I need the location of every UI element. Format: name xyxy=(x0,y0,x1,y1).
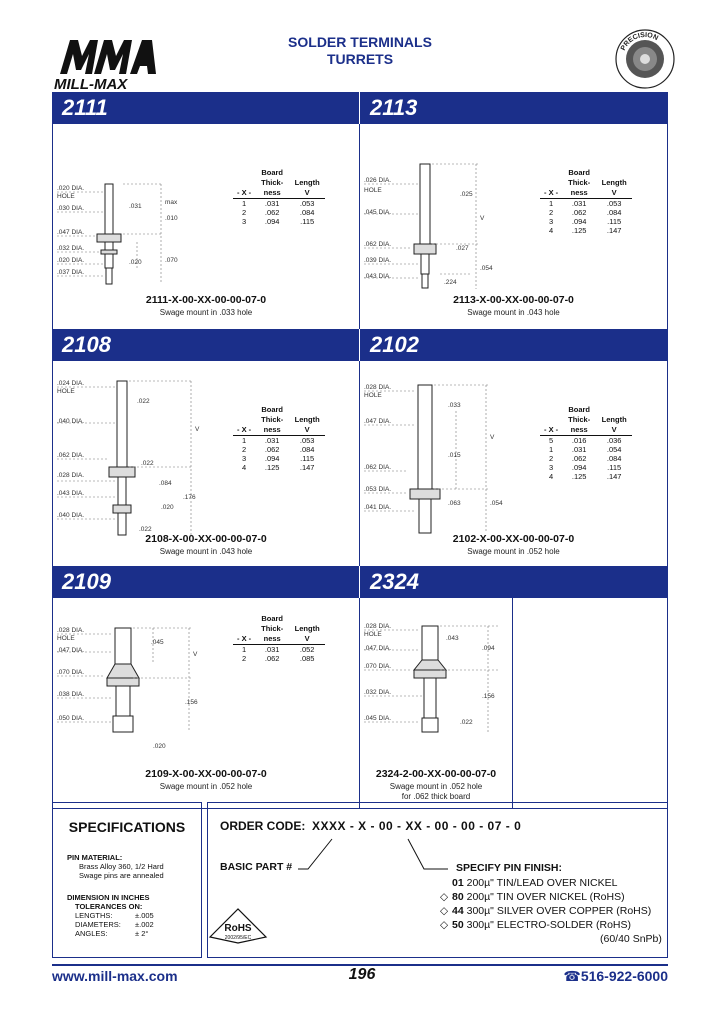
spec-table-2111 xyxy=(233,168,325,226)
panel-2109 xyxy=(53,598,360,808)
specifications-title: SPECIFICATIONS xyxy=(68,819,186,835)
panel-2113 xyxy=(360,124,667,329)
order-code-box xyxy=(207,802,668,958)
dim-2108-10: .022 xyxy=(141,460,154,467)
pin-mid-2111 xyxy=(105,242,113,268)
title-line-2: TURRETS xyxy=(326,51,394,67)
dim-2113-11: .224 xyxy=(444,279,457,286)
dim-2111-2: HOLE xyxy=(57,193,75,200)
part-number-2113: 2113-X-00-XX-00-00-07-0 xyxy=(453,294,574,306)
pin-tail-2108 xyxy=(118,513,126,535)
note-2108: Swage mount in .043 hole xyxy=(159,547,253,556)
finish-44: ◇ 44 300µ" SILVER OVER COPPER (RoHS) xyxy=(440,905,652,917)
pin-mid-2113 xyxy=(421,254,429,274)
dim-2108-12: .176 xyxy=(183,494,196,501)
drawing-2324 xyxy=(360,598,510,773)
table-row: 2 .062 .085 xyxy=(242,654,315,663)
pin-top-2324 xyxy=(422,626,438,660)
rohs-label: RoHS xyxy=(224,923,252,934)
part-number-2111: 2111-X-00-XX-00-00-07-0 xyxy=(145,294,267,306)
pin-collar-2111 xyxy=(101,250,117,254)
dim-2324-8: .094 xyxy=(482,645,495,652)
dim-2108-3: .040 DIA. xyxy=(57,418,85,425)
drawing-2111 xyxy=(53,124,203,299)
dim-2324-9: .156 xyxy=(482,693,495,700)
dim-2109-7: .045 xyxy=(151,639,164,646)
seal-text: PRECISION xyxy=(619,31,660,52)
dim-2102-11: .054 xyxy=(490,500,503,507)
drawing-2109 xyxy=(53,598,213,773)
dim-2109-3: .047 DIA. xyxy=(57,647,85,654)
table-row: 2 .062 .084 xyxy=(242,208,315,217)
rohs-sub: 2002/95/EC xyxy=(224,935,252,941)
dim-2113-9: .027 xyxy=(456,245,469,252)
row-1 xyxy=(52,124,668,329)
pin-tail-2102 xyxy=(419,499,431,533)
dim-2109-8: V xyxy=(193,651,198,658)
dim-2108-1: .024 DIA. xyxy=(57,380,85,387)
dim-2109-2: HOLE xyxy=(57,635,75,642)
note-2113: Swage mount in .043 hole xyxy=(467,308,560,317)
pin-material: Brass Alloy 360, 1/2 Hard xyxy=(79,862,164,871)
note2-2324: for .062 thick board xyxy=(401,792,471,801)
basic-part-label: BASIC PART # xyxy=(220,861,293,873)
panel-2111 xyxy=(53,124,360,329)
page-number: 196 xyxy=(348,966,376,983)
spec-table-2108: - X - Board Thick- ness Length V 1 .031 .053 2 .062 .084 3 .094 .115 4 .125 .147 xyxy=(233,405,325,472)
dimension-label: DIMENSION IN INCHES xyxy=(67,893,150,902)
dim-2113-5: .039 DIA. xyxy=(364,257,392,264)
dim-2111-6: .020 DIA. xyxy=(57,257,85,264)
note-2102: Swage mount in .052 hole xyxy=(467,547,560,556)
note-2324: Swage mount in .052 hole xyxy=(389,782,483,791)
order-code-label: ORDER CODE: xyxy=(220,819,306,833)
pin-collar-2108 xyxy=(113,505,131,513)
drawing-2102 xyxy=(360,361,520,536)
part-number-2108: 2108-X-00-XX-00-00-07-0 xyxy=(145,533,267,545)
pin-flange-2109 xyxy=(107,678,139,686)
dim-2111-7: .037 DIA. xyxy=(57,269,85,276)
table-row: 4 .125 .147 xyxy=(549,472,622,481)
tol-value-1: ±.005 xyxy=(135,911,154,920)
th-x: - X - xyxy=(233,168,255,199)
tol-label-2: DIAMETERS: xyxy=(75,920,121,929)
dim-2102-4: .062 DIA. xyxy=(364,464,392,471)
pin-flange-2111 xyxy=(97,234,121,242)
dim-2102-7: .033 xyxy=(448,402,461,409)
pin-tail-2324 xyxy=(422,718,438,732)
drawing-2113 xyxy=(360,124,520,299)
dim-2108-14: .022 xyxy=(139,526,152,533)
dim-2111-1: .020 DIA. xyxy=(57,185,85,192)
pin-top-2108 xyxy=(117,381,127,467)
row-2 xyxy=(52,361,668,566)
row-3 xyxy=(52,598,668,809)
panel-2108 xyxy=(53,361,360,566)
dim-2108-9: V xyxy=(195,426,200,433)
table-row: 1 .031 .053 xyxy=(242,436,315,445)
footer-phone: ☎516-922-6000 xyxy=(563,968,668,984)
specify-finish-label: SPECIFY PIN FINISH: xyxy=(456,862,562,874)
footer-url-link[interactable]: www.mill-max.com xyxy=(52,968,178,984)
dim-2108-7: .040 DIA. xyxy=(57,512,85,519)
title-2108: 2108 xyxy=(52,329,360,361)
pin-mid-2108 xyxy=(118,477,126,505)
part-number-2102: 2102-X-00-XX-00-00-07-0 xyxy=(452,533,575,545)
tol-label-3: ANGLES: xyxy=(75,929,108,938)
finish-80: ◇ 80 200µ" TIN OVER NICKEL (RoHS) xyxy=(440,891,625,903)
precision-seal-icon xyxy=(614,28,676,90)
dim-2113-3: .045 DIA. xyxy=(364,209,392,216)
pin-mid-2324 xyxy=(424,678,436,718)
dim-2108-2: HOLE xyxy=(57,388,75,395)
dim-2113-1: .026 DIA. xyxy=(364,177,392,184)
finish-01: 01 200µ" TIN/LEAD OVER NICKEL xyxy=(452,877,618,889)
dim-2113-10: .054 xyxy=(480,265,493,272)
table-row: 3 .094 .115 xyxy=(549,463,622,472)
band-row-1 xyxy=(52,92,668,124)
dim-2111-3: .030 DIA. xyxy=(57,205,85,212)
th-board: Board Thick- ness xyxy=(255,168,289,199)
dim-2102-5: .053 DIA. xyxy=(364,486,392,493)
dim-2109-1: .028 DIA. xyxy=(57,627,85,634)
dim-2324-5: .032 DIA. xyxy=(364,689,392,696)
dim-2113-6: .043 DIA. xyxy=(364,273,392,280)
dim-2324-7: .043 xyxy=(446,635,459,642)
specifications-box xyxy=(52,802,202,958)
pin-mid-2109 xyxy=(116,686,130,716)
dim-2109-6: .050 DIA. xyxy=(57,715,85,722)
pin-top-2113 xyxy=(420,164,430,244)
panel-2102 xyxy=(360,361,667,566)
dim-2111-4: .047 DIA. xyxy=(57,229,85,236)
dim-2108-8: .022 xyxy=(137,398,150,405)
dim-2111-5: .032 DIA. xyxy=(57,245,85,252)
product-grid xyxy=(52,92,668,809)
finish-note: (60/40 SnPb) xyxy=(600,933,662,945)
mill-max-logo xyxy=(52,34,162,92)
dim-2111-10: .010 xyxy=(165,215,178,222)
table-row: 2 .062 .084 xyxy=(549,208,622,217)
pin-flange-2108 xyxy=(109,467,135,477)
dim-2113-4: .062 DIA. xyxy=(364,241,392,248)
note-2111: Swage mount in .033 hole xyxy=(159,308,253,317)
finish-marker: ◇ xyxy=(440,905,449,917)
panel-2324-divider xyxy=(512,598,513,808)
dim-2324-4: .070 DIA. xyxy=(364,663,392,670)
title-line-1: SOLDER TERMINALS xyxy=(288,34,432,50)
table-row: 2 .062 .084 xyxy=(242,445,315,454)
table-row: 1 .031 .052 xyxy=(242,645,315,654)
dim-2113-2: HOLE xyxy=(364,187,382,194)
band-row-2 xyxy=(52,329,668,361)
dim-2109-9: .156 xyxy=(185,699,198,706)
drawing-2108 xyxy=(53,361,213,536)
dim-2324-1: .028 DIA. xyxy=(364,623,392,630)
dim-2102-8: V xyxy=(490,434,495,441)
table-row: 5 .016 .036 xyxy=(549,436,622,445)
table-row: 4 .125 .147 xyxy=(242,463,315,472)
table-row: 1 .031 .053 xyxy=(549,199,622,208)
pin-flange-2113 xyxy=(414,244,436,254)
pin-material-label: PIN MATERIAL: xyxy=(67,853,123,862)
dim-2102-3: .047 DIA. xyxy=(364,418,392,425)
table-row: 1 .031 .053 xyxy=(242,199,315,208)
table-row: 4 .125 .147 xyxy=(549,226,622,235)
dim-2108-13: .020 xyxy=(161,504,174,511)
tol-label-1: LENGTHS: xyxy=(75,911,113,920)
logo-text: MILL-MAX xyxy=(54,76,128,92)
dim-2102-2: HOLE xyxy=(364,392,382,399)
pin-tail-2109 xyxy=(113,716,133,732)
dim-2109-4: .070 DIA. xyxy=(57,669,85,676)
table-row: 2 .062 .084 xyxy=(549,454,622,463)
dim-2324-6: .045 DIA. xyxy=(364,715,392,722)
pin-flange-2102 xyxy=(410,489,440,499)
finish-marker: ◇ xyxy=(440,919,449,931)
pin-tail-2111 xyxy=(106,268,112,284)
part-number-2324: 2324-2-00-XX-00-00-07-0 xyxy=(375,768,497,780)
dim-2324-10: .022 xyxy=(460,719,473,726)
dim-2108-11: .084 xyxy=(159,480,172,487)
order-code-value: XXXX - X - 00 - XX - 00 - 00 - 07 - 0 xyxy=(312,819,522,833)
dim-2113-8: V xyxy=(480,215,485,222)
table-row: 3 .094 .115 xyxy=(549,217,622,226)
dim-2111-8: .031 xyxy=(129,203,142,210)
pin-top-2102 xyxy=(418,385,432,489)
part-number-2109: 2109-X-00-XX-00-00-07-0 xyxy=(145,768,267,780)
dim-2111-11: .020 xyxy=(129,259,142,266)
dim-2109-10: .020 xyxy=(153,743,166,750)
dim-2324-3: .047 DIA. xyxy=(364,645,392,652)
pin-tail-2113 xyxy=(422,274,428,288)
dim-2108-5: .028 DIA. xyxy=(57,472,85,479)
tolerances-label: TOLERANCES ON: xyxy=(75,902,143,911)
panel-2324 xyxy=(360,598,667,808)
title-2102: 2102 xyxy=(370,332,419,357)
th-length: Length V xyxy=(289,168,325,199)
rohs-badge-icon xyxy=(208,905,268,945)
table-row: 3 .094 .115 xyxy=(242,217,315,226)
table-row: 3 .094 .115 xyxy=(242,454,315,463)
dim-2102-9: .015 xyxy=(448,452,461,459)
dim-2102-6: .041 DIA. xyxy=(364,504,392,511)
band-row-3 xyxy=(52,566,668,598)
tol-value-3: ± 2° xyxy=(135,929,149,938)
pin-shoulder-2324 xyxy=(414,660,446,670)
dim-2113-7: .025 xyxy=(460,191,473,198)
pin-note: Swage pins are annealed xyxy=(79,871,164,880)
dim-2111-9: max xyxy=(165,199,178,206)
pin-top-2111 xyxy=(105,184,113,234)
page-title xyxy=(250,34,470,68)
finish-marker: ◇ xyxy=(440,891,449,903)
pin-shoulder-2109 xyxy=(107,664,139,678)
title-2109: 2109 xyxy=(52,566,360,598)
dim-2102-10: .063 xyxy=(448,500,461,507)
title-2111: 2111 xyxy=(52,92,360,124)
dim-2324-2: HOLE xyxy=(364,631,382,638)
spec-table-2109: - X - Board Thick- ness Length V 1 .031 .052 2 .062 .085 xyxy=(233,614,325,663)
title-2324: 2324 xyxy=(370,569,419,594)
pin-flange-2324 xyxy=(414,670,446,678)
table-row: 1 .031 .054 xyxy=(549,445,622,454)
dim-2111-12: .070 xyxy=(165,257,178,264)
dim-2108-4: .062 DIA. xyxy=(57,452,85,459)
dim-2109-5: .038 DIA. xyxy=(57,691,85,698)
pin-top-2109 xyxy=(115,628,131,664)
dim-2108-6: .043 DIA. xyxy=(57,490,85,497)
note-2109: Swage mount in .052 hole xyxy=(159,782,253,791)
title-2113: 2113 xyxy=(370,95,418,120)
dim-2102-1: .028 DIA. xyxy=(364,384,392,391)
spec-table-2102: - X - Board Thick- ness Length V 5 .016 .036 1 .031 .054 2 .062 .084 3 .094 .115 4 .125 .147 xyxy=(540,405,632,481)
finish-50: ◇ 50 300µ" ELECTRO-SOLDER (RoHS) xyxy=(440,919,632,931)
tol-value-2: ±.002 xyxy=(135,920,154,929)
spec-table-2113: - X - Board Thick- ness Length V 1 .031 .053 2 .062 .084 3 .094 .115 4 .125 .147 xyxy=(540,168,632,235)
